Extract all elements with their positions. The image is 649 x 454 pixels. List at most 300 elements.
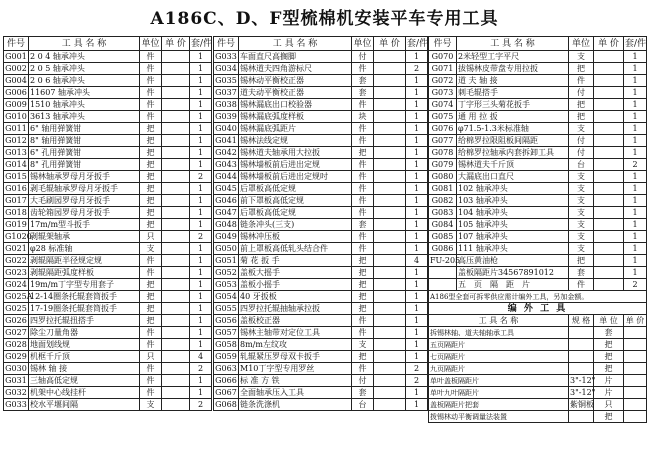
quantity-cell: 1 (406, 183, 428, 195)
unit-cell: 件 (352, 183, 374, 195)
quantity-cell: 1 (406, 303, 428, 315)
sub-column-header: 单 价 (624, 315, 647, 327)
tool-name-cell: 3613 轴承冲头 (29, 111, 140, 123)
quantity-cell: 1 (406, 267, 428, 279)
table-row (214, 231, 428, 243)
item-code-cell: G016 (5, 183, 27, 193)
price-cell (162, 63, 190, 75)
price-cell (374, 303, 406, 315)
table-row (214, 123, 428, 135)
tool-name-cell: φ28 标准轴 (29, 243, 140, 255)
sub-table-row (429, 363, 647, 375)
unit-cell: 件 (352, 327, 374, 339)
tool-name-cell: 锡林墙板前后进出定规吋 (239, 171, 352, 183)
tool-name-cell: 大毛刷园罗母月牙扳手 (29, 195, 140, 207)
quantity-cell: 1 (624, 75, 647, 87)
quantity-cell: 1 (406, 351, 428, 363)
price-cell (374, 75, 406, 87)
price-cell (594, 255, 624, 267)
tool-name-cell: 高压黄油枪 (457, 255, 569, 267)
price-cell (594, 219, 624, 231)
table-row (429, 279, 647, 291)
unit-cell: 套 (352, 387, 374, 399)
item-code-cell: G001 (5, 51, 27, 61)
tool-name-cell: 锡林道夫轴承用大拉扳 (239, 147, 352, 159)
quantity-cell: 1 (406, 327, 428, 339)
table-row (4, 339, 212, 351)
table-header-row (214, 37, 428, 51)
tool-name-cell: 菊 花 扳 手 (239, 255, 352, 267)
unit-cell: 件 (569, 279, 594, 291)
price-cell (374, 351, 406, 363)
quantity-cell: 1 (190, 327, 212, 339)
quantity-cell: 1 (190, 51, 212, 63)
quantity-cell: 1 (624, 255, 647, 267)
tool-name-cell: 盖板大摇手 (239, 267, 352, 279)
item-code-cell: G039 (215, 111, 237, 121)
unit-cell: 支 (569, 243, 594, 255)
spec-cell: 3"-12" (570, 375, 596, 385)
price-cell (162, 75, 190, 87)
quantity-cell: 1 (190, 147, 212, 159)
price-cell (162, 171, 190, 183)
item-code-cell: G078 (429, 147, 457, 159)
price-cell (594, 99, 624, 111)
price-cell (374, 315, 406, 327)
tool-name-cell: 给棉罗拉限阻板间隔距 (457, 135, 569, 147)
quantity-cell: 1 (406, 279, 428, 291)
item-code-cell: G054 (215, 291, 237, 301)
quantity-cell: 2 (624, 279, 647, 291)
price-cell (594, 195, 624, 207)
table-row (429, 87, 647, 99)
unit-cell: 件 (140, 75, 162, 87)
price-cell (162, 87, 190, 99)
table-row (214, 303, 428, 315)
quantity-cell: 1 (190, 291, 212, 303)
item-code-cell: G015 (5, 171, 27, 181)
tool-name-cell: 盖板小摇手 (239, 279, 352, 291)
price-cell (374, 387, 406, 399)
unit-cell: 支 (140, 243, 162, 255)
sub-table-row (429, 399, 647, 411)
column-header: 单位 (353, 38, 372, 49)
table-row (4, 51, 212, 63)
table-row (429, 75, 647, 87)
tool-name-cell: 给棉罗拉轴承内套拆卸工具 (457, 147, 569, 159)
unit-cell: 件 (352, 171, 374, 183)
unit-cell: 件 (352, 231, 374, 243)
quantity-cell: 1 (624, 87, 647, 99)
quantity-cell: 1 (190, 255, 212, 267)
price-cell (624, 363, 647, 375)
item-code-cell: G051 (215, 255, 237, 265)
item-code-cell: G049 (215, 231, 237, 241)
tool-name-cell: 104 轴承冲头 (457, 207, 569, 219)
table-row (429, 51, 647, 63)
quantity-cell: 1 (190, 279, 212, 291)
tool-name-cell: 锡林道夫四角游标尺 (239, 63, 352, 75)
table-row (214, 111, 428, 123)
unit-cell: 台 (352, 399, 374, 411)
price-cell (594, 75, 624, 87)
unit-cell: 把 (352, 255, 374, 267)
unit-cell: 把 (140, 291, 162, 303)
unit-cell: 支 (569, 123, 594, 135)
price-cell (594, 51, 624, 63)
tool-name-cell: 2米轻型工字平尺 (457, 51, 569, 63)
sub-table-row (429, 411, 647, 423)
table-row (4, 87, 212, 99)
price-cell (624, 327, 647, 339)
column-header: 套/件 (407, 38, 429, 49)
quantity-cell: 1 (624, 111, 647, 123)
item-code-cell: G076 (429, 123, 457, 135)
item-code-cell: G071 (429, 63, 457, 75)
quantity-cell: 1 (190, 315, 212, 327)
unit-cell: 套 (352, 75, 374, 87)
price-cell (374, 195, 406, 207)
item-code-cell: G075 (429, 111, 457, 123)
table-body (4, 51, 212, 411)
unit-cell: 支 (569, 231, 594, 243)
unit-cell: 件 (140, 87, 162, 99)
unit-cell: 套 (569, 267, 594, 279)
table-row (429, 183, 647, 195)
extra-tool-name-cell: 单叶九叶隔距片 (429, 387, 569, 399)
extra-tool-name-cell: 单叶盖板隔距片 (429, 375, 569, 387)
unit-cell: 件 (352, 99, 374, 111)
tool-name-cell: 机架中心线挂杆 (29, 387, 140, 399)
item-code-cell: G027 (5, 327, 27, 337)
item-code-cell: G032 (5, 387, 27, 397)
table-row (214, 339, 428, 351)
unit-cell: 把 (352, 279, 374, 291)
column-header: 单 价 (162, 37, 190, 51)
unit-cell: 件 (140, 255, 162, 267)
item-code-cell: G041 (215, 135, 237, 145)
quantity-cell: 1 (190, 207, 212, 219)
price-cell (594, 123, 624, 135)
item-code-cell: G070 (429, 51, 457, 63)
table-row (214, 99, 428, 111)
unit-cell: 件 (140, 267, 162, 279)
quantity-cell: 1 (190, 219, 212, 231)
unit-cell: 件 (352, 63, 374, 75)
price-cell (624, 411, 647, 423)
tool-name-cell: 锡林漏底出口校验器 (239, 99, 352, 111)
unit-cell: 支 (569, 207, 594, 219)
quantity-cell: 1 (406, 123, 428, 135)
unit-cell: 件 (140, 99, 162, 111)
column-header: 单 价 (374, 37, 406, 51)
quantity-cell: 2 (406, 375, 428, 387)
price-cell (594, 63, 624, 75)
price-cell (374, 363, 406, 375)
quantity-cell: 1 (190, 267, 212, 279)
tool-name-cell: 锡林主轴带对定位工具 (239, 327, 352, 339)
unit-cell: 把 (569, 255, 594, 267)
tool-name-cell: 1510 轴承冲头 (29, 99, 140, 111)
table-row (429, 63, 647, 75)
tool-name-cell: 后罩板高低定规 (239, 207, 352, 219)
unit-cell: 件 (352, 135, 374, 147)
extra-tool-name-cell: 九页隔距片 (429, 363, 569, 375)
price-cell (374, 147, 406, 159)
table-row (4, 147, 212, 159)
tool-name-cell: 锡林墙板前后进出定规 (239, 159, 352, 171)
tool-name-cell: 后罩板高低定规 (239, 183, 352, 195)
price-cell (162, 51, 190, 63)
table-row (4, 231, 212, 243)
tool-name-cell: φ71.5-1.3米标准轴 (457, 123, 569, 135)
table-row (214, 255, 428, 267)
unit-cell: 件 (140, 51, 162, 63)
price-cell (624, 375, 647, 387)
item-code-cell: G019 (5, 219, 27, 229)
tool-name-cell: 全面轴承压入工具 (239, 387, 352, 399)
price-cell (594, 243, 624, 255)
unit-cell: 件 (140, 375, 162, 387)
item-code-cell: G057 (215, 327, 237, 337)
spec-cell (569, 339, 594, 351)
quantity-cell: 1 (190, 195, 212, 207)
unit-cell: 把 (569, 63, 594, 75)
tool-name-cell: 8" 孔用弹簧钳 (29, 159, 140, 171)
column-header: 工 具 名 称 (239, 37, 352, 51)
item-code-cell: G056 (215, 315, 237, 325)
quantity-cell: 1 (406, 75, 428, 87)
price-cell (374, 135, 406, 147)
price-cell (374, 123, 406, 135)
unit-cell: 支 (140, 399, 162, 411)
unit-cell: 件 (352, 159, 374, 171)
unit-cell: 块 (352, 111, 374, 123)
unit-cell: 付 (569, 87, 594, 99)
item-code-cell: G035 (215, 75, 237, 85)
unit-cell: 件 (140, 363, 162, 375)
unit-cell: 只 (140, 231, 162, 243)
extra-tool-name-cell: 七页隔距片 (429, 351, 569, 363)
unit-cell: 件 (352, 195, 374, 207)
table-row (429, 231, 647, 243)
column-header: 单位 (141, 38, 160, 49)
table-row (4, 243, 212, 255)
unit-cell: 支 (569, 51, 594, 63)
table-row (214, 219, 428, 231)
table-body (214, 51, 428, 411)
quantity-cell: 1 (190, 387, 212, 399)
item-code-cell: G047 (215, 207, 237, 217)
price-cell (162, 339, 190, 351)
table-row (4, 135, 212, 147)
quantity-cell: 1 (624, 207, 647, 219)
tool-table-1 (3, 36, 212, 411)
table-row (214, 195, 428, 207)
quantity-cell: 1 (406, 399, 428, 411)
table-row (214, 51, 428, 63)
tool-name-cell: 道 夫 轴 接 (457, 75, 569, 87)
item-code-cell: G073 (429, 87, 457, 99)
quantity-cell: 1 (624, 147, 647, 159)
column-header: 件号 (429, 37, 457, 51)
quantity-cell: 1 (406, 243, 428, 255)
column-header: 单位 (569, 37, 594, 51)
quantity-cell: 1 (190, 87, 212, 99)
item-code-cell: G037 (215, 87, 237, 97)
tool-name-cell: 105 轴承冲头 (457, 219, 569, 231)
quantity-cell: 1 (624, 219, 647, 231)
tool-name-cell: 五 页 隔 距 片 (457, 279, 569, 291)
table-row (429, 267, 647, 279)
quantity-cell: 1 (406, 195, 428, 207)
table-row (4, 183, 212, 195)
unit-cell: 把 (352, 291, 374, 303)
tool-name-cell: 剥辊隔距弧度样板 (29, 267, 140, 279)
table-row (214, 135, 428, 147)
unit-cell: 件 (352, 207, 374, 219)
tool-name-cell: 轧辊紧压罗母双卡扳手 (239, 351, 352, 363)
item-code-cell: G082 (429, 195, 457, 207)
extra-tool-name-cell: 拨锡林动平衡调量法装置 (429, 411, 569, 423)
extra-tool-name-cell: 盖板隔距片把套 (429, 399, 569, 411)
unit-cell: 付 (352, 375, 374, 387)
table-row (214, 87, 428, 99)
table-row (4, 159, 212, 171)
unit-cell: 把 (140, 135, 162, 147)
unit-cell: 付 (352, 51, 374, 63)
tool-name-cell: 6" 孔用弹簧钳 (29, 147, 140, 159)
tool-name-cell: 通 用 拉 扳 (457, 111, 569, 123)
tool-name-cell: 17-19圈条托辊套筒扳手 (29, 303, 140, 315)
tool-name-cell: 锡林冲压板 (239, 231, 352, 243)
column-header: 套/件 (191, 38, 213, 49)
price-cell (162, 315, 190, 327)
price-cell (374, 99, 406, 111)
item-code-cell: G063 (215, 363, 237, 373)
unit-cell: 把 (140, 219, 162, 231)
item-code-cell: G072 (429, 75, 457, 87)
quantity-cell: 1 (624, 135, 647, 147)
quantity-cell: 1 (406, 99, 428, 111)
item-code-cell: G058 (215, 339, 237, 349)
price-cell (374, 267, 406, 279)
item-code-cell: G013 (5, 147, 27, 157)
table-row (214, 315, 428, 327)
tool-name-cell: 地面划线规 (29, 339, 140, 351)
table-row (214, 327, 428, 339)
item-code-cell: G077 (429, 135, 457, 147)
item-code-cell: G009 (5, 99, 27, 109)
item-code-cell: G025A (5, 291, 33, 301)
quantity-cell: 1 (190, 111, 212, 123)
item-code-cell: G021 (5, 243, 27, 253)
item-code-cell: G059 (215, 351, 237, 361)
item-code-cell: G046 (215, 195, 237, 205)
sub-title-row (429, 303, 647, 315)
sub-table-row (429, 327, 647, 339)
page-title: A186C、D、F型梳棉机安装平车专用工具 (150, 9, 499, 29)
price-cell (374, 255, 406, 267)
item-code-cell: G044 (215, 171, 237, 181)
table-row (4, 111, 212, 123)
table-row (214, 351, 428, 363)
tool-name-cell: 2 0 5 轴承冲头 (29, 63, 140, 75)
table-row (214, 243, 428, 255)
tool-table-3 (428, 36, 647, 423)
column-header: 单 价 (594, 37, 624, 51)
price-cell (374, 219, 406, 231)
item-code-cell: G068 (215, 399, 237, 409)
item-code-cell: G018 (5, 207, 27, 217)
item-code-cell: G011 (5, 123, 27, 133)
quantity-cell: 1 (624, 63, 647, 75)
price-cell (594, 171, 624, 183)
unit-cell: 支 (569, 219, 594, 231)
tool-name-cell: 丁字形三头菊花扳手 (457, 99, 569, 111)
quantity-cell: 1 (406, 231, 428, 243)
price-cell (162, 327, 190, 339)
unit-cell: 件 (352, 243, 374, 255)
quantity-cell: 2 (190, 363, 212, 375)
item-code-cell: G012 (5, 135, 27, 145)
column-header: 件号 (214, 37, 239, 51)
quantity-cell: 1 (624, 51, 647, 63)
item-code-cell: G086 (429, 243, 457, 255)
column-header: 套/件 (625, 38, 647, 49)
item-code-cell: G022 (5, 255, 27, 265)
price-cell (594, 159, 624, 171)
item-code-cell: G024 (5, 279, 27, 289)
quantity-cell: 1 (406, 219, 428, 231)
table-row (214, 171, 428, 183)
unit-cell: 把 (594, 351, 624, 363)
tool-name-cell: 盖板隔距片34567891012 (457, 267, 569, 279)
price-cell (374, 183, 406, 195)
price-cell (624, 351, 647, 363)
unit-cell: 支 (569, 195, 594, 207)
table-row (4, 399, 212, 411)
item-code-cell: FU-205 (430, 255, 461, 265)
quantity-cell: 1 (406, 111, 428, 123)
tool-name-cell: 剥毛辊轴承罗母月牙扳手 (29, 183, 140, 195)
tool-name-cell: 链条冲头(三支) (239, 219, 352, 231)
table-row (429, 171, 647, 183)
unit-cell: 把 (140, 171, 162, 183)
item-code-cell: G040 (215, 123, 237, 133)
extra-tool-name-cell: 五页隔距片 (429, 339, 569, 351)
unit-cell: 只 (594, 399, 624, 411)
unit-cell: 把 (140, 147, 162, 159)
tool-name-cell: 锡林 轴 接 (29, 363, 140, 375)
price-cell (162, 363, 190, 375)
price-cell (374, 51, 406, 63)
tool-name-cell: 锡林轴承罗母月牙扳手 (29, 171, 140, 183)
tool-name-cell: 盖板校正器 (239, 315, 352, 327)
price-cell (162, 231, 190, 243)
table-row (429, 111, 647, 123)
quantity-cell: 1 (190, 243, 212, 255)
price-cell (162, 255, 190, 267)
unit-cell: 支 (352, 339, 374, 351)
price-cell (162, 303, 190, 315)
table-row (4, 219, 212, 231)
table-body (429, 51, 647, 423)
item-code-cell: G006 (5, 87, 27, 97)
spec-cell: 3"-12" (570, 387, 596, 397)
item-code-cell: G014 (5, 159, 27, 169)
unit-cell: 把 (140, 279, 162, 291)
